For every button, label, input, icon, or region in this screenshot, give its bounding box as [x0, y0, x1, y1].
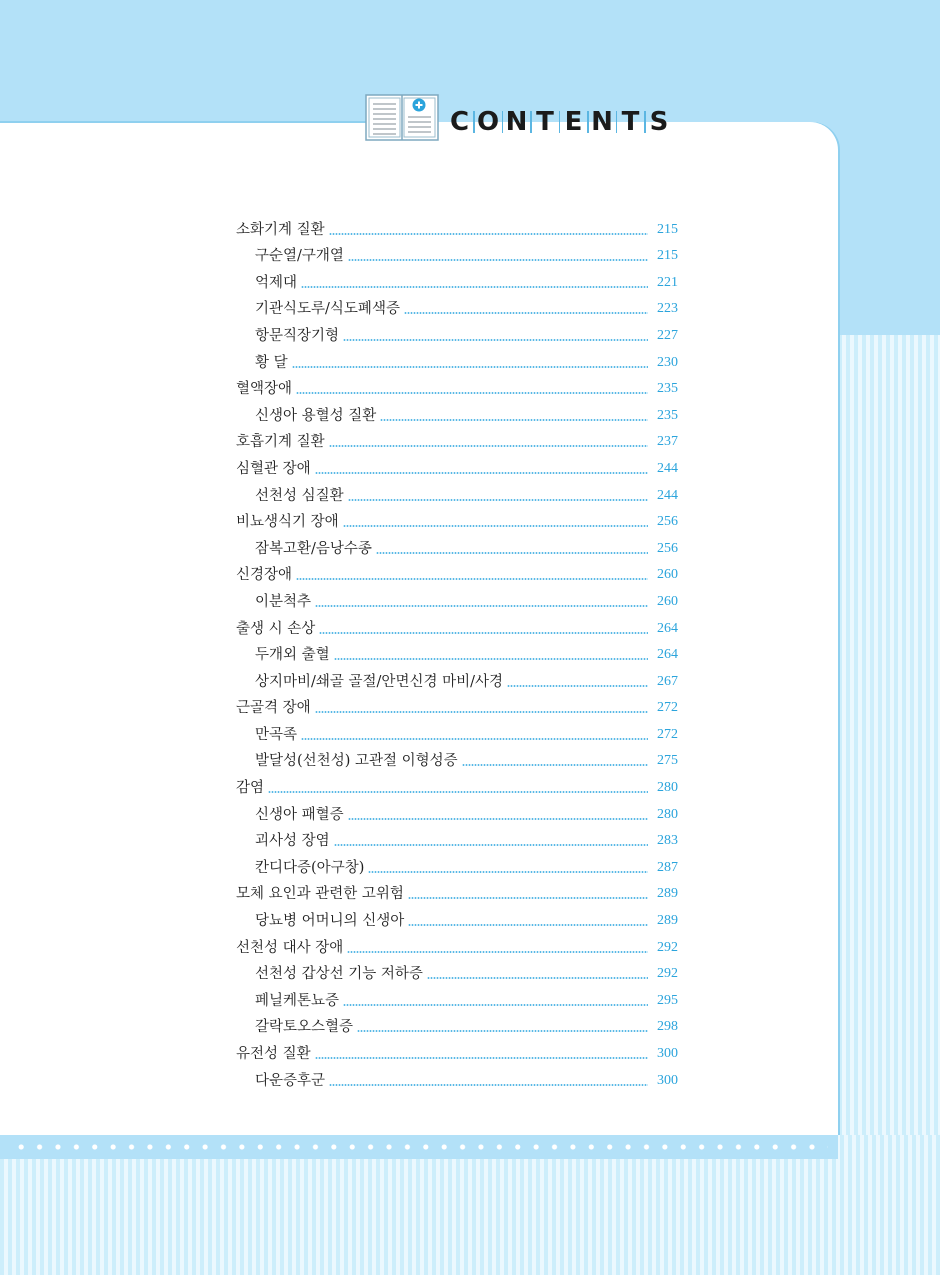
title-letter: T: [621, 107, 640, 137]
toc-entry-title: 근골격 장애: [236, 700, 311, 717]
toc-entry[interactable]: [236, 1037, 678, 1064]
dot-leader: [315, 711, 648, 713]
toc-entry[interactable]: [236, 612, 678, 639]
title-letter: T: [536, 107, 554, 137]
title-letter: O: [476, 107, 500, 137]
dot-leader: [329, 445, 648, 447]
toc-page-number: 256: [657, 540, 678, 556]
toc-page-number: 267: [657, 673, 678, 689]
dot-leader: [301, 286, 648, 288]
toc-page-number: 287: [657, 859, 678, 875]
dot-leader: [404, 312, 648, 314]
toc-entry-title: 신생아 패혈증: [255, 806, 344, 823]
toc-subentry[interactable]: [236, 1064, 678, 1091]
title-letter: N: [505, 107, 528, 137]
toc-subentry[interactable]: [236, 585, 678, 612]
toc-subentry[interactable]: [236, 958, 678, 985]
toc-entry-title: 선천성 심질환: [255, 487, 344, 504]
title-letter: S: [649, 107, 669, 137]
toc-entry[interactable]: [236, 426, 678, 453]
toc-entry-title: 호흡기계 질환: [236, 434, 325, 451]
toc-entry-title: 다운증후군: [255, 1072, 326, 1089]
toc-page-number: 230: [657, 354, 678, 370]
toc-page-number: 215: [657, 248, 678, 264]
toc-entry-title: 억제대: [255, 274, 298, 291]
toc-page-number: 289: [657, 913, 678, 929]
dot-leader: [408, 924, 648, 926]
toc-entry-title: 선천성 갑상선 기능 저하증: [255, 966, 423, 983]
dot-leader: [334, 658, 648, 660]
header-rule: [0, 121, 370, 123]
toc-entry-title: 신생아 용혈성 질환: [255, 407, 377, 424]
toc-entry-title: 페닐케톤뇨증: [255, 992, 340, 1009]
toc-page-number: 264: [657, 620, 678, 636]
title-letter: C: [449, 107, 470, 137]
toc-page-number: 283: [657, 833, 678, 849]
dot-leader: [329, 1084, 648, 1086]
toc-entry-title: 기관식도루/식도폐색증: [255, 301, 400, 318]
toc-page-number: 227: [657, 327, 678, 343]
book-plus-icon: [365, 92, 439, 142]
dot-leader: [368, 871, 648, 873]
toc-entry[interactable]: [236, 692, 678, 719]
toc-page-number: 235: [657, 381, 678, 397]
right-stripe-band: [838, 335, 940, 1135]
toc-page-number: 244: [657, 487, 678, 503]
toc-page-number: 292: [657, 966, 678, 982]
dot-leader: [347, 951, 648, 953]
toc-entry-title: 갈락토오스혈증: [255, 1019, 354, 1036]
dot-leader: [296, 392, 648, 394]
toc-entry[interactable]: [236, 559, 678, 586]
dot-leader: [343, 1004, 648, 1006]
dot-leader: [408, 897, 648, 899]
dot-leader: [348, 259, 648, 261]
toc-entry-title: 발달성(선천성) 고관절 이형성증: [255, 753, 458, 770]
right-band: [838, 0, 940, 335]
toc-entry-title: 상지마비/쇄골 골절/안면신경 마비/사경: [255, 673, 503, 690]
dot-leader: [315, 1057, 648, 1059]
toc-page-number: 289: [657, 886, 678, 902]
toc-subentry[interactable]: [236, 639, 678, 666]
toc-subentry[interactable]: [236, 718, 678, 745]
toc-entry-title: 비뇨생식기 장애: [236, 514, 339, 531]
toc-entry-title: 출생 시 손상: [236, 620, 316, 637]
toc-page-number: 235: [657, 407, 678, 423]
dot-divider: [0, 1135, 838, 1159]
toc-entry-title: 소화기계 질환: [236, 221, 325, 238]
toc-entry-title: 선천성 대사 장애: [236, 939, 344, 956]
toc-entry-title: 황 달: [255, 354, 288, 371]
toc-page-number: 295: [657, 992, 678, 1008]
toc-entry[interactable]: [236, 452, 678, 479]
toc-subentry[interactable]: [236, 1011, 678, 1038]
toc-page-number: 215: [657, 221, 678, 237]
toc-page-number: 244: [657, 460, 678, 476]
dot-leader: [507, 685, 648, 687]
toc-page-number: 280: [657, 780, 678, 796]
toc-page-number: 223: [657, 301, 678, 317]
dot-leader: [268, 791, 648, 793]
toc-subentry[interactable]: [236, 984, 678, 1011]
toc-page-number: 221: [657, 274, 678, 290]
toc-subentry[interactable]: [236, 665, 678, 692]
toc-page-number: 300: [657, 1046, 678, 1061]
toc-entry[interactable]: [236, 931, 678, 958]
toc-entry[interactable]: [236, 373, 678, 400]
toc-entry-title: 감염: [236, 780, 265, 797]
dot-leader: [315, 605, 648, 607]
toc-entry[interactable]: [236, 506, 678, 533]
toc-entry[interactable]: [236, 213, 678, 240]
toc-subentry[interactable]: [236, 293, 678, 320]
toc-page-number: 272: [657, 700, 678, 716]
dot-leader: [343, 339, 648, 341]
dot-leader: [348, 499, 648, 501]
dot-leader: [329, 233, 648, 235]
dot-leader: [334, 844, 648, 846]
toc-entry-title: 유전성 질환: [236, 1046, 311, 1062]
toc-subentry[interactable]: [236, 346, 678, 373]
dot-pattern: [12, 1144, 828, 1150]
dot-leader: [427, 977, 648, 979]
toc-page-number: 298: [657, 1019, 678, 1035]
dot-leader: [296, 578, 648, 580]
toc-subentry[interactable]: [236, 825, 678, 852]
toc-page-number: 292: [657, 939, 678, 955]
toc-entry-title: 신경장애: [236, 567, 293, 584]
toc-entry-title: 모체 요인과 관련한 고위험: [236, 886, 404, 903]
dot-leader: [462, 764, 648, 766]
toc-page-number: 260: [657, 567, 678, 583]
toc-subentry[interactable]: [236, 479, 678, 506]
contents-title: [446, 103, 673, 141]
toc-subentry[interactable]: [236, 798, 678, 825]
dot-leader: [343, 525, 648, 527]
dot-leader: [348, 818, 648, 820]
toc-subentry[interactable]: [236, 240, 678, 267]
toc-entry[interactable]: [236, 771, 678, 798]
toc-subentry[interactable]: [236, 904, 678, 931]
toc-page-number: 237: [657, 434, 678, 450]
toc-entry-title: 구순열/구개열: [255, 248, 344, 265]
toc-entry[interactable]: [236, 878, 678, 905]
table-of-contents: [236, 213, 678, 1091]
toc-entry-title: 이분척추: [255, 593, 312, 610]
dot-leader: [292, 366, 648, 368]
toc-subentry[interactable]: [236, 532, 678, 559]
toc-page-number: 256: [657, 514, 678, 530]
toc-entry-title: 당뇨병 어머니의 신생아: [255, 913, 405, 930]
toc-entry-title: 혈액장애: [236, 381, 293, 398]
toc-entry-title: 심혈관 장애: [236, 460, 311, 477]
dot-leader: [301, 738, 648, 740]
dot-leader: [315, 472, 648, 474]
dot-leader: [357, 1030, 648, 1032]
toc-subentry[interactable]: [236, 266, 678, 293]
toc-page-number: 300: [657, 1072, 678, 1088]
toc-subentry[interactable]: [236, 851, 678, 878]
toc-page-number: 275: [657, 753, 678, 769]
toc-subentry[interactable]: [236, 319, 678, 346]
dot-leader: [376, 552, 648, 554]
toc-page-number: 272: [657, 726, 678, 742]
toc-subentry[interactable]: [236, 745, 678, 772]
toc-page-number: 280: [657, 806, 678, 822]
toc-entry-title: 괴사성 장염: [255, 833, 330, 850]
toc-entry-title: 잠복고환/음낭수종: [255, 540, 372, 557]
toc-subentry[interactable]: [236, 399, 678, 426]
toc-entry-title: 항문직장기형: [255, 327, 340, 344]
dot-leader: [319, 632, 648, 634]
toc-page-number: 264: [657, 647, 678, 663]
toc-page-number: 260: [657, 593, 678, 609]
toc-entry-title: 칸디다증(아구창): [255, 859, 365, 876]
toc-entry-title: 두개외 출혈: [255, 647, 330, 664]
title-letter: E: [564, 107, 583, 137]
dot-leader: [380, 419, 648, 421]
toc-entry-title: 만곡족: [255, 726, 298, 743]
title-letter: N: [591, 107, 613, 137]
